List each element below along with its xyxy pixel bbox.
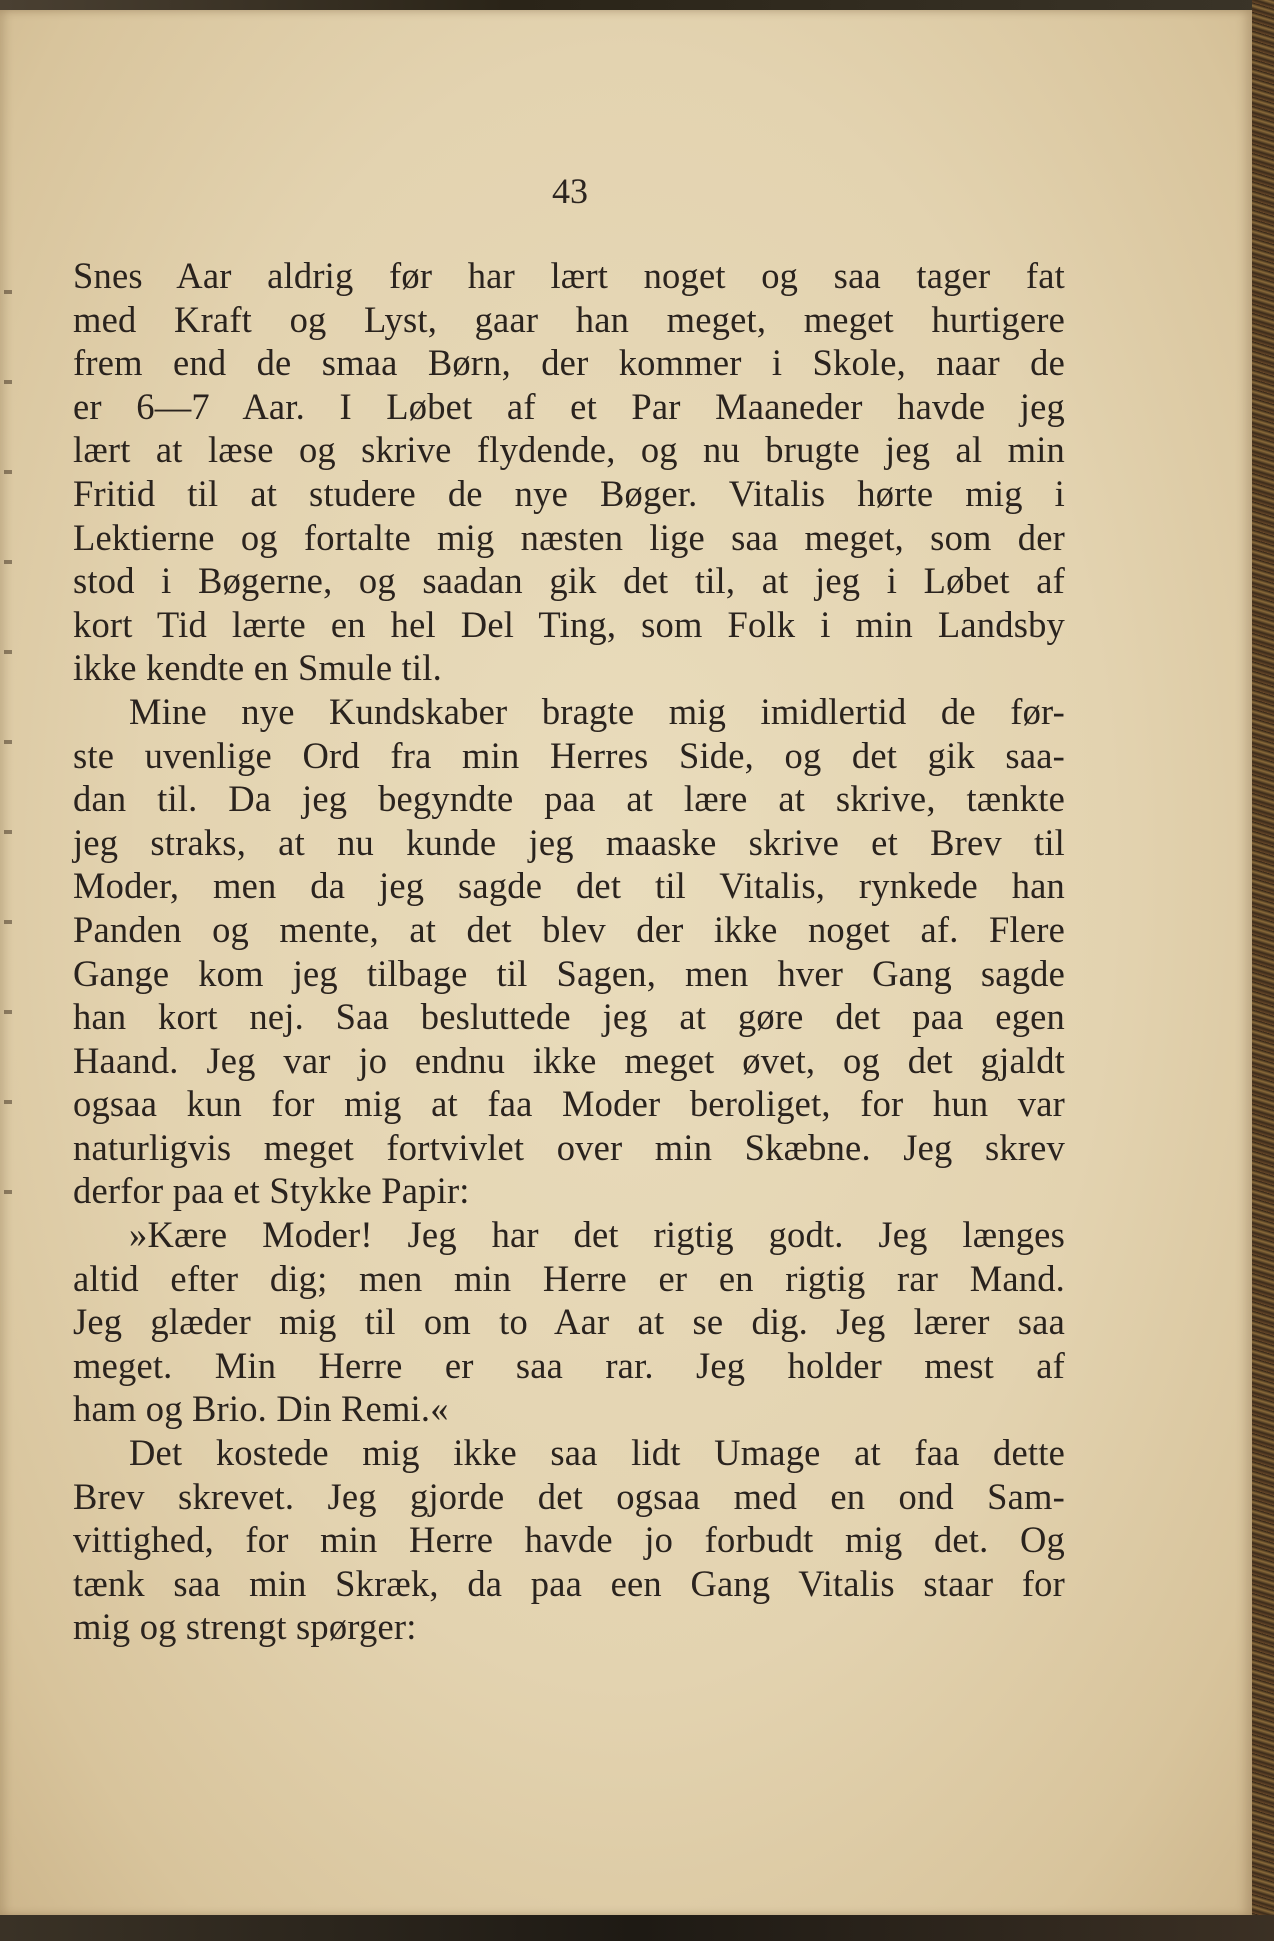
text-line: stod i Bøgerne, og saadan gik det til, at jeg i Løbet af bbox=[73, 560, 1065, 602]
text-line: lært at læse og skrive flydende, og nu brugte jeg al min bbox=[73, 429, 1065, 471]
text-line: altid efter dig; men min Herre er en rigtig rar Mand. bbox=[73, 1257, 1065, 1299]
text-line: han kort nej. Saa besluttede jeg at gøre det paa egen bbox=[73, 996, 1065, 1038]
text-line: »Kære Moder! Jeg har det rigtig godt. Jeg længes bbox=[129, 1214, 1065, 1256]
text-line: er 6—7 Aar. I Løbet af et Par Maaneder havde jeg bbox=[73, 385, 1065, 427]
text-line: Lektierne og fortalte mig næsten lige saa meget, som der bbox=[73, 516, 1065, 558]
text-line: Mine nye Kundskaber bragte mig imidlertid de før- bbox=[129, 690, 1065, 732]
bottom-edge bbox=[0, 1915, 1274, 1941]
text-line: med Kraft og Lyst, gaar han meget, meget hurtigere bbox=[73, 298, 1065, 340]
text-line: tænk saa min Skræk, da paa een Gang Vitalis staar for bbox=[73, 1562, 1065, 1604]
text-line: jeg straks, at nu kunde jeg maaske skrive et Brev til bbox=[73, 821, 1065, 863]
text-line: Jeg glæder mig til om to Aar at se dig. Jeg lærer saa bbox=[73, 1301, 1065, 1343]
text-line: dan til. Da jeg begyndte paa at lære at skrive, tænkte bbox=[73, 778, 1065, 820]
text-line: Moder, men da jeg sagde det til Vitalis, rynkede han bbox=[73, 865, 1065, 907]
text-line: derfor paa et Stykke Papir: bbox=[73, 1170, 470, 1212]
text-line: vittighed, for min Herre havde jo forbudt mig det. Og bbox=[73, 1519, 1065, 1561]
text-line: meget. Min Herre er saa rar. Jeg holder mest af bbox=[73, 1344, 1065, 1386]
text-line: ikke kendte en Smule til. bbox=[73, 647, 442, 689]
text-line: naturligvis meget fortvivlet over min Skæbne. Jeg skrev bbox=[73, 1126, 1065, 1168]
text-line: Fritid til at studere de nye Bøger. Vitalis hørte mig i bbox=[73, 472, 1065, 514]
text-line: Snes Aar aldrig før har lært noget og saa tager fat bbox=[73, 255, 1065, 296]
text-line: Brev skrevet. Jeg gjorde det ogsaa med en ond Sam- bbox=[73, 1475, 1065, 1517]
paper-page bbox=[0, 10, 1252, 1916]
text-line: ste uvenlige Ord fra min Herres Side, og det gik saa- bbox=[73, 734, 1065, 776]
binding-marks bbox=[4, 250, 12, 1250]
text-line: Det kostede mig ikke saa lidt Umage at faa dette bbox=[129, 1432, 1065, 1474]
text-line: ham og Brio. Din Remi.« bbox=[73, 1388, 449, 1430]
text-line: mig og strengt spørger: bbox=[73, 1606, 417, 1648]
text-line: Haand. Jeg var jo endnu ikke meget øvet, og det gjaldt bbox=[73, 1039, 1065, 1081]
body-text bbox=[73, 254, 1065, 1649]
text-line: frem end de smaa Børn, der kommer i Skole, naar de bbox=[73, 342, 1065, 384]
page-number: 43 bbox=[552, 171, 588, 211]
text-line: ogsaa kun for mig at faa Moder beroliget, for hun var bbox=[73, 1083, 1065, 1125]
text-line: Gange kom jeg tilbage til Sagen, men hver Gang sagde bbox=[73, 952, 1065, 994]
text-line: kort Tid lærte en hel Del Ting, som Folk i min Landsby bbox=[73, 603, 1065, 645]
marbled-cover-edge bbox=[1252, 0, 1274, 1941]
text-line: Panden og mente, at det blev der ikke noget af. Flere bbox=[73, 908, 1065, 950]
